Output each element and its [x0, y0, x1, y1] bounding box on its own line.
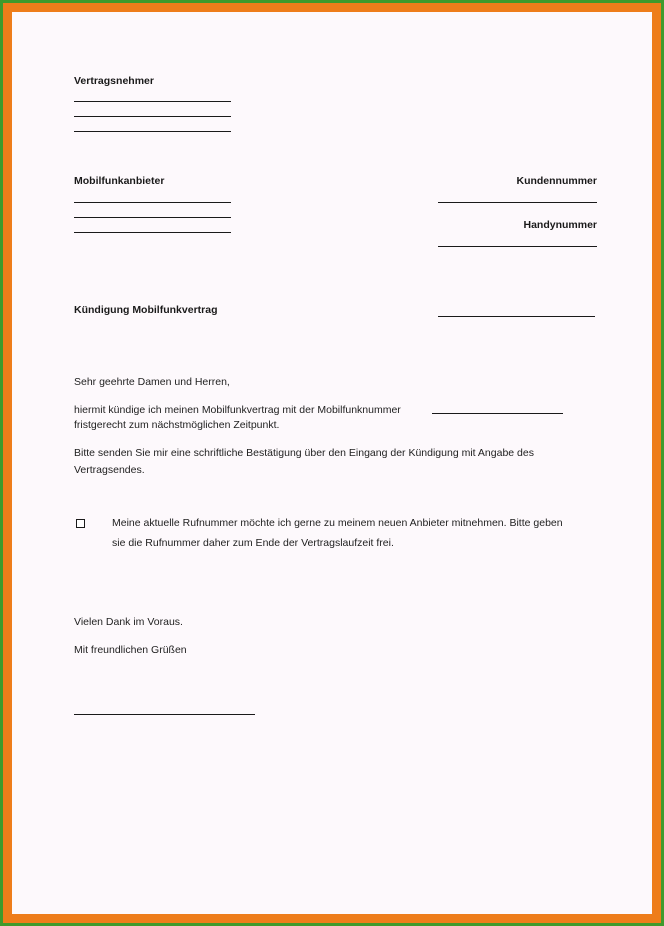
option-line-1: Meine aktuelle Rufnummer möchte ich gerne zu meinem neuen Anbieter mitnehmen. Bitte geben	[112, 517, 563, 529]
mobile-number-line[interactable]	[432, 413, 563, 414]
number-porting-checkbox[interactable]	[76, 519, 85, 528]
sender-line-2[interactable]	[74, 116, 231, 117]
paragraph-2-line-1: Bitte senden Sie mir eine schriftliche Bestätigung über den Eingang der Kündigung mit Angabe des	[74, 447, 534, 459]
sender-label: Vertragsnehmer	[74, 75, 154, 87]
provider-line-2[interactable]	[74, 217, 231, 218]
option-line-2: sie die Rufnummer daher zum Ende der Vertragslaufzeit frei.	[112, 537, 394, 549]
phone-number-label: Handynummer	[523, 219, 597, 231]
document-page	[12, 12, 652, 914]
signature-line[interactable]	[74, 714, 255, 715]
closing-text: Mit freundlichen Grüßen	[74, 644, 187, 656]
sender-line-3[interactable]	[74, 131, 231, 132]
provider-line-1[interactable]	[74, 202, 231, 203]
date-line[interactable]	[438, 316, 595, 317]
sender-line-1[interactable]	[74, 101, 231, 102]
salutation: Sehr geehrte Damen und Herren,	[74, 376, 230, 388]
provider-line-3[interactable]	[74, 232, 231, 233]
thanks-text: Vielen Dank im Voraus.	[74, 616, 183, 628]
paragraph-1-line-1: hiermit kündige ich meinen Mobilfunkvertrag mit der Mobilfunknummer	[74, 404, 401, 416]
customer-number-line[interactable]	[438, 202, 597, 203]
customer-number-label: Kundennummer	[516, 175, 597, 187]
provider-label: Mobilfunkanbieter	[74, 175, 165, 187]
subject-heading: Kündigung Mobilfunkvertrag	[74, 304, 218, 316]
phone-number-line[interactable]	[438, 246, 597, 247]
paragraph-1-line-2: fristgerecht zum nächstmöglichen Zeitpunkt.	[74, 419, 280, 431]
paragraph-2-line-2: Vertragsendes.	[74, 464, 145, 476]
